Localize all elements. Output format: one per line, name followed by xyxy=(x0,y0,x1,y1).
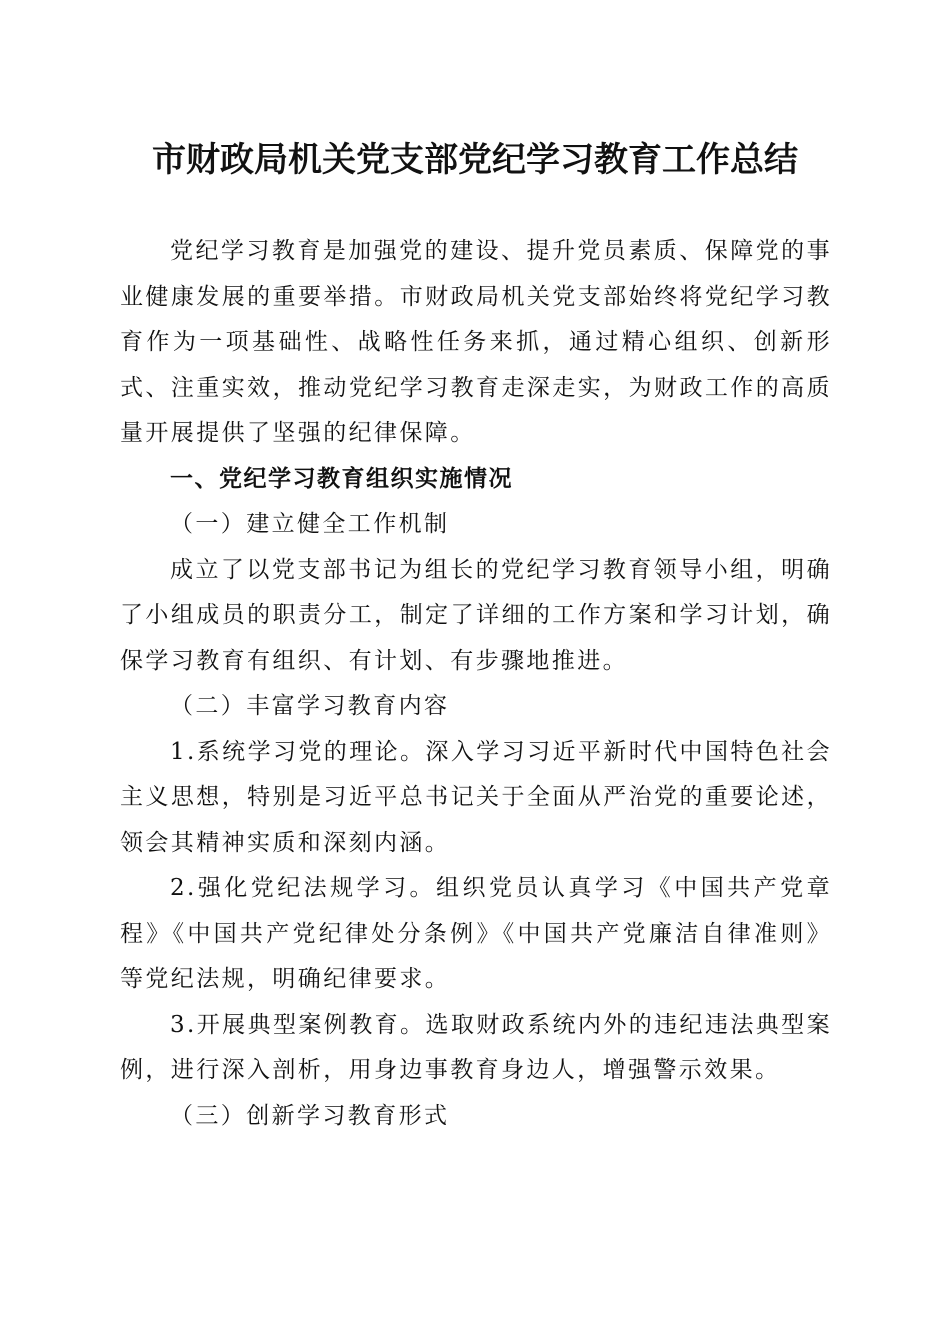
list-item: 3.开展典型案例教育。选取财政系统内外的违纪违法典型案例，进行深入剖析，用身边事教育身边人，增强警示效果。 xyxy=(120,1011,832,1083)
subsection-heading-3: （三）创新学习教育形式 xyxy=(170,1102,450,1129)
section-heading-1: 一、党纪学习教育组织实施情况 xyxy=(170,465,513,492)
subsection-heading-1: （一）建立健全工作机制 xyxy=(170,511,450,537)
list-item: 2.强化党纪法规学习。组织党员认真学习《中国共产党章程》《中国共产党纪律处分条例》《中国共产党廉洁自律准则》等党纪法规，明确纪律要求。 xyxy=(120,875,832,992)
list-item: 1.系统学习党的理论。深入学习习近平新时代中国特色社会主义思想，特别是习近平总书记关于全面从严治党的重要论述，领会其精神实质和深刻内涵。 xyxy=(120,738,832,856)
document-body xyxy=(120,229,832,1139)
subsection-heading-2: （二）丰富学习教育内容 xyxy=(170,693,450,719)
intro-paragraph: 党纪学习教育是加强党的建设、提升党员素质、保障党的事业健康发展的重要举措。市财政局机关党支部始终将党纪学习教育作为一项基础性、战略性任务来抓，通过精心组织、创新形式、注重实效，推动党纪学习教育走深走实，为财政工作的高质量开展提供了坚强的纪律保障。 xyxy=(120,238,832,446)
document-title: 市财政局机关党支部党纪学习教育工作总结 xyxy=(152,140,798,180)
subsection-1-paragraph: 成立了以党支部书记为组长的党纪学习教育领导小组，明确了小组成员的职责分工，制定了详细的工作方案和学习计划，确保学习教育有组织、有计划、有步骤地推进。 xyxy=(120,556,832,674)
